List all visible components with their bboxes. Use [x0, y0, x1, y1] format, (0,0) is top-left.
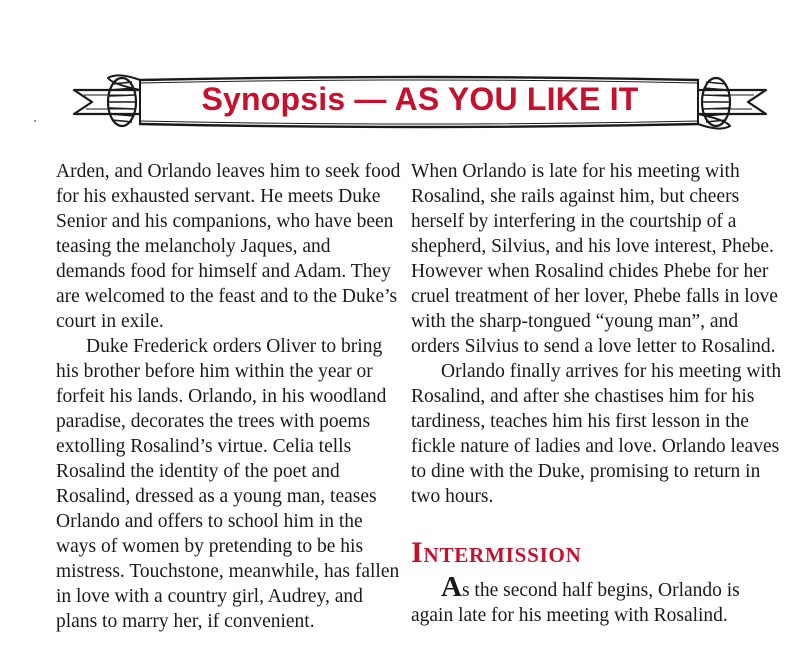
right-column — [411, 159, 786, 628]
page-title: Synopsis — AS YOU LIKE IT — [201, 81, 639, 117]
paragraph-duke-frederick: Duke Frederick orders Oliver to bring his brother before him within the year or forfeit his lands. Orlando, in his woodland paradise, decorates the trees with poems extolling Rosalind’s virtue. Celia tells Rosalind the identity of the poet and Rosalind, dressed as a young man, teases Orlando and offers to school him in the ways of women by pretending to be his mistress. Touchstone, meanwhile, has fallen in love with a country girl, Audrey, and plans to marry her, if convenient. — [56, 336, 400, 632]
paragraph-orlando-arrives: Orlando finally arrives for his meeting with Rosalind, and after she chastises him for his tardiness, teaches him his first lesson in the fickle nature of ladies and love. Orlando leaves to dine with the Duke, promising to return in two hours. — [411, 361, 782, 507]
paragraph-orlando-late: When Orlando is late for his meeting with Rosalind, she rails against him, but cheers herself by interfering in the courtship of a shepherd, Silvius, and his love interest, Phebe. However when Rosalind chides Phebe for her cruel treatment of her lover, Phebe falls in love with the sharp-tongued “young man”, and orders Silvius to send a love letter to Rosalind. — [411, 161, 778, 357]
drop-cap: A — [441, 571, 462, 603]
left-column — [56, 159, 401, 634]
second-half-text: s the second half begins, Orlando is again late for his meeting with Rosalind. — [411, 580, 740, 626]
title-banner — [62, 68, 778, 134]
scan-speck — [34, 120, 36, 122]
paragraph-arden: Arden, and Orlando leaves him to seek food for his exhausted servant. He meets Duke Senior and his companions, who have been teasing the melancholy Jaques, and demands food for himself and Adam. They are welcomed to the feast and to the Duke’s court in exile. — [56, 161, 401, 332]
paragraph-second-half — [411, 571, 786, 628]
intermission-heading: Intermission — [411, 536, 582, 569]
